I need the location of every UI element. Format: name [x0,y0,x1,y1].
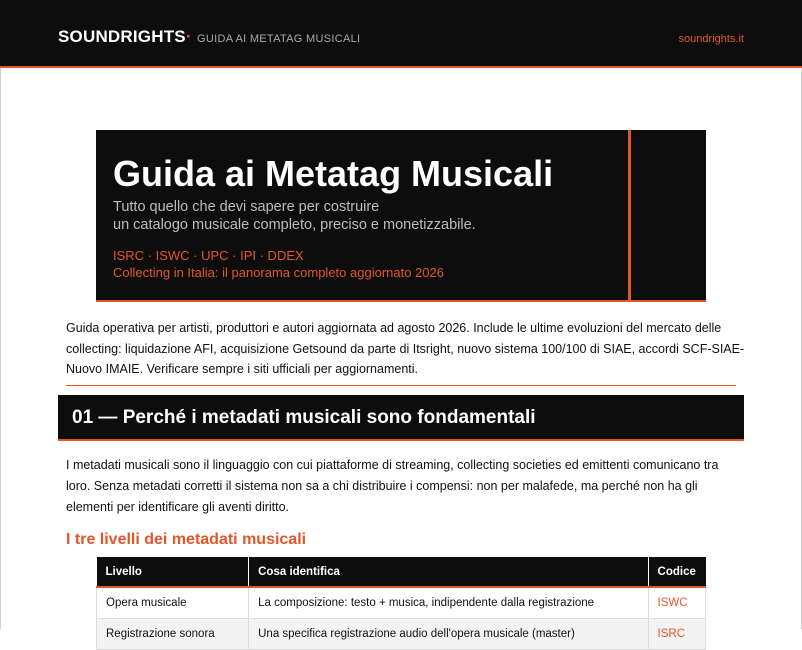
cell-level: Opera musicale [97,587,249,619]
cell-code: ISRC [648,619,705,650]
metadata-levels-table [96,557,706,650]
brand-logo[interactable] [58,27,192,47]
cell-level: Registrazione sonora [97,619,249,650]
page-border-left [0,68,1,629]
section-heading [58,395,744,441]
brand-mark: · [185,27,192,46]
hero-lead-line-2: un catalogo musicale completo, preciso e monetizzabile. [113,217,476,233]
column-header-level: Livello [97,557,249,587]
table-row [97,587,706,619]
hero-code-list: ISRC · ISWC · UPC · IPI · DDEX [113,248,304,263]
header-subtitle: GUIDA AI METATAG MUSICALI [197,33,361,45]
intro-paragraph: Guida operativa per artisti, produttori e autori aggiornata ad agosto 2026. Include le ultime evoluzioni del mercato delle collecting: liquidazione AFI, acquisizione Getsound da parte di Itsright, nuovo sistema 100/100 di SIAE, accordi SCF-SIAE-Nuovo IMAIE. Verificare sempre i siti ufficiali per aggiornamenti. [66,321,745,376]
site-link[interactable]: soundrights.it [678,33,744,45]
hero-accent-bar [628,130,631,300]
hero-banner [96,130,706,302]
cell-what: Una specifica registrazione audio dell'opera musicale (master) [249,619,648,650]
brand-name: SOUNDRIGHTS [58,27,186,46]
section-body: I metadati musicali sono il linguaggio con cui piattaforme di streaming, collecting societies ed emittenti comunicano tra loro. Senza metadati corretti il sistema non sa a chi distribuire i compensi: non per malafede, ma perché non ha gli elementi per identificare gli aventi diritto. [66,458,719,514]
hero-title: Guida ai Metatag Musicali [113,153,554,194]
divider [66,385,736,386]
cell-code: ISWC [648,587,705,619]
table-header-row [97,557,706,587]
subsection-heading: I tre livelli dei metadati musicali [66,531,307,548]
column-header-what: Cosa identifica [249,557,648,587]
hero-collecting-note: Collecting in Italia: il panorama completo aggiornato 2026 [113,265,444,280]
cell-what: La composizione: testo + musica, indipendente dalla registrazione [249,587,648,619]
hero-codes [113,247,444,281]
hero-lead [113,198,476,234]
hero-lead-line-1: Tutto quello che devi sapere per costruire [113,199,380,215]
section-title: 01 — Perché i metadati musicali sono fondamentali [72,407,536,428]
column-header-code: Codice [648,557,705,587]
top-bar [0,0,802,68]
table-row [97,619,706,650]
